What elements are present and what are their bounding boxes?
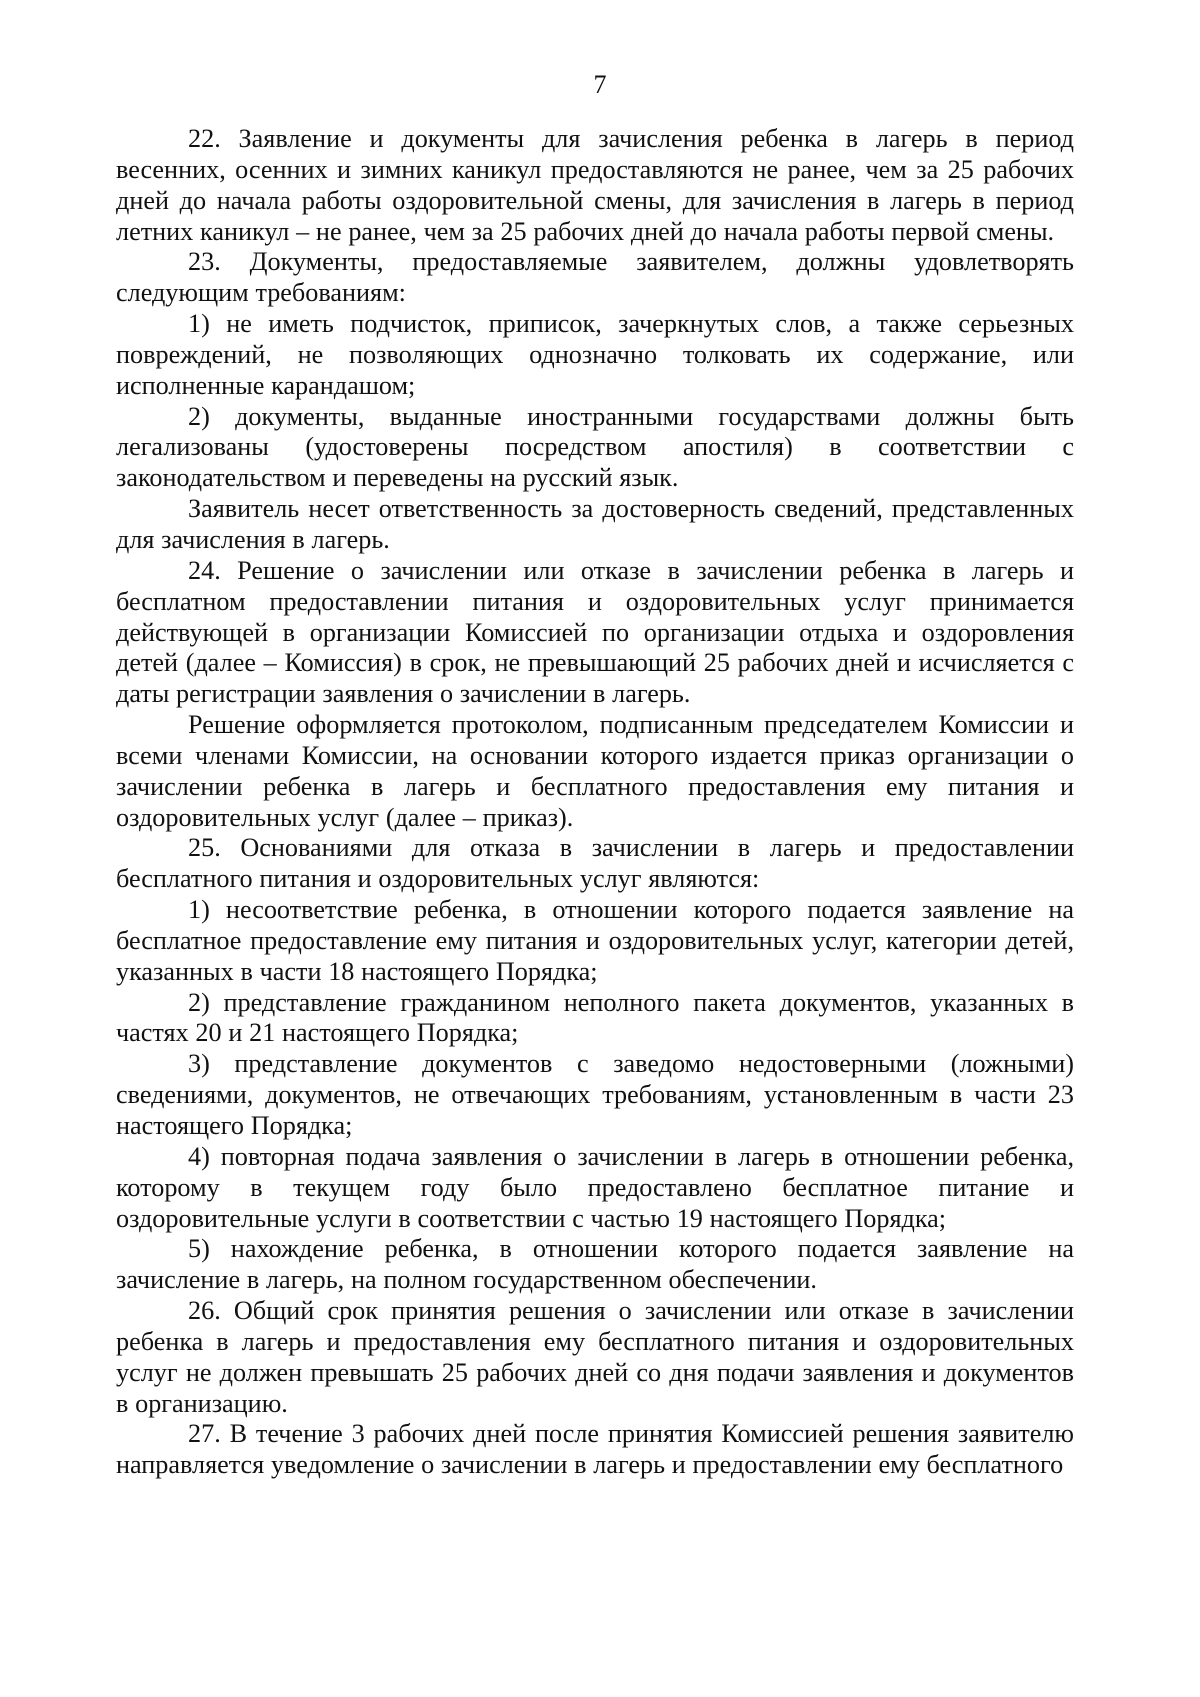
paragraph-25-item-3: 3) представление документов с заведомо недостоверными (ложными) сведениями, документов, не отвечающих требованиям, установленным в части 23 настоящего Порядка; (116, 1049, 1074, 1140)
paragraph-25-item-5: 5) нахождение ребенка, в отношении которого подается заявление на зачисление в лагерь, на полном государственном обеспечении. (116, 1234, 1074, 1295)
paragraph-22: 22. Заявление и документы для зачисления ребенка в лагерь в период весенних, осенних и зимних каникул предоставляются не ранее, чем за 25 рабочих дней до начала работы оздоровительной смены, для зачисления в лагерь в период летних каникул – не ранее, чем за 25 рабочих дней до начала работы первой смены. (116, 124, 1074, 246)
paragraph-23-item-1: 1) не иметь подчисток, приписок, зачеркнутых слов, а также серьезных повреждений, не позволяющих однозначно толковать их содержание, или исполненные карандашом; (116, 309, 1074, 400)
paragraph-25: 25. Основаниями для отказа в зачислении в лагерь и предоставлении бесплатного питания и оздоровительных услуг являются: (116, 833, 1074, 894)
document-body (116, 124, 1074, 1481)
paragraph-24: 24. Решение о зачислении или отказе в зачислении ребенка в лагерь и бесплатном предоставлении питания и оздоровительных услуг принимается действующей в организации Комиссией по организации отдыха и оздоровления детей (далее – Комиссия) в срок, не превышающий 25 рабочих дней и исчисляется с даты регистрации заявления о зачислении в лагерь. (116, 555, 1074, 709)
paragraph-23: 23. Документы, предоставляемые заявителем, должны удовлетворять следующим требованиям: (116, 247, 1074, 308)
paragraph-25-item-2: 2) представление гражданином неполного пакета документов, указанных в частях 20 и 21 настоящего Порядка; (116, 987, 1074, 1048)
paragraph-24-note: Решение оформляется протоколом, подписанным председателем Комиссии и всеми членами Комиссии, на основании которого издается приказ организации о зачислении ребенка в лагерь и бесплатного предоставления ему питания и оздоровительных услуг (далее – приказ). (116, 710, 1074, 832)
paragraph-26: 26. Общий срок принятия решения о зачислении или отказе в зачислении ребенка в лагерь и предоставления ему бесплатного питания и оздоровительных услуг не должен превышать 25 рабочих дней со дня подачи заявления и документов в организацию. (116, 1296, 1074, 1418)
paragraph-23-item-2: 2) документы, выданные иностранными государствами должны быть легализованы (удостоверены посредством апостиля) в соответствии с законодательством и переведены на русский язык. (116, 401, 1074, 493)
paragraph-27: 27. В течение 3 рабочих дней после принятия Комиссией решения заявителю направляется уведомление о зачислении в лагерь и предоставлении ему бесплатного (116, 1419, 1074, 1480)
paragraph-25-item-1: 1) несоответствие ребенка, в отношении которого подается заявление на бесплатное предоставление ему питания и оздоровительных услуг, категории детей, указанных в части 18 настоящего Порядка; (116, 895, 1074, 986)
page-number: 7 (593, 70, 607, 99)
paragraph-23-note: Заявитель несет ответственность за достоверность сведений, представленных для зачисления в лагерь. (116, 494, 1074, 554)
paragraph-25-item-4: 4) повторная подача заявления о зачислении в лагерь в отношении ребенка, которому в текущем году было предоставлено бесплатное питание и оздоровительные услуги в соответствии с частью 19 настоящего Порядка; (116, 1141, 1074, 1233)
